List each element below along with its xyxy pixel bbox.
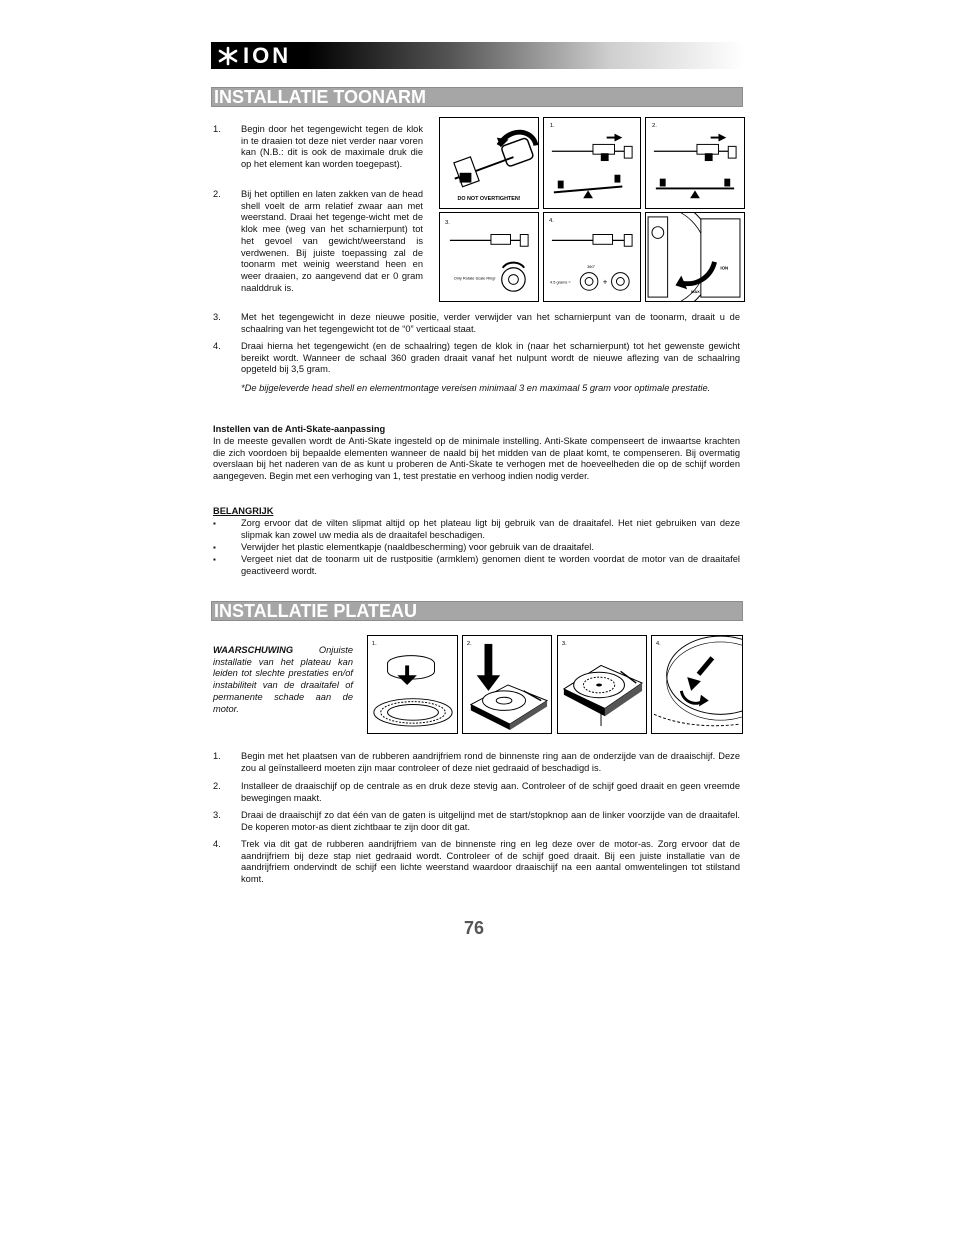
step-number: 4.: [213, 839, 221, 849]
bullet-marker: ▪: [213, 519, 216, 528]
step-text: Bij het optillen en laten zakken van de head shell voelt de arm relatief zwaar aan met weerstand. Draai het tegenge-wicht met de klok mee (weg van het scharnierpunt) tot het gevoel van gewicht/weerstand is verdwenen. Bij juiste toepassing zal de toonarm met weinig weerstand heen en weer draaien, zo aangevend dat er 0 gram naalddruk is.: [241, 189, 423, 293]
figure-label: 2.: [651, 122, 657, 129]
figure-brand: ION: [720, 265, 729, 271]
figure-plateau-2: [462, 635, 552, 734]
figure-step-1: [543, 117, 641, 209]
warning-text: Onjuiste installatie van het plateau kan leiden tot slechte prestaties en/of instabiliteit van de draaitafel of permanente schade aan de motor.: [213, 645, 353, 714]
brand-header-bar: [211, 42, 744, 69]
important-heading: BELANGRIJK: [213, 506, 274, 516]
step-text: Met het tegengewicht in deze nieuwe positie, verder verwijder van het scharnierpunt van de toonarm, draait u de schaalring van het tegengewicht tot de “0” verticaal staat.: [241, 312, 740, 334]
brand-logo: [217, 44, 291, 67]
figure-caption: Only Rotate Scale Ring!: [453, 275, 496, 281]
section-title-bar: [211, 601, 743, 621]
step-number: 2.: [213, 781, 221, 791]
step-text: Draai hierna het tegengewicht (en de schaalring) tegen de klok in (naar het scharnierpunt) tot het gewenste gewicht bereikt wordt. Wanneer de schaal 360 graden draait vanaf het nulpunt wordt de nieuwe aflezing van de schaalring opgeteld bij 3,5 gram.: [241, 341, 740, 375]
figure-max: MAX: [691, 289, 700, 295]
figure-plateau-4: [651, 635, 743, 734]
figure-step-3: [439, 212, 539, 302]
step-number: 4.: [213, 341, 221, 351]
subheading: Instellen van de Anti-Skate-aanpassing: [213, 424, 386, 434]
figure-caption: 360°: [587, 263, 596, 269]
step-number: 1.: [213, 751, 221, 761]
step-number: 3.: [213, 312, 221, 322]
figure-caption: 4.5 grams =: [549, 279, 571, 285]
bullet-text: Verwijder het plastic elementkapje (naaldbescherming) voor gebruik van de draaitafel.: [241, 542, 594, 552]
step-text: Begin door het tegengewicht tegen de klok in te draaien tot deze niet verder naar voren kan (N.B.: dit is ook de maximale druk die op het element kan worden toegepast).: [241, 124, 423, 170]
step-text: Draai de draaischijf zo dat één van de gaten is uitgelijnd met de start/stopknop aan de linker voorzijde van de draaitafel. De koperen motor-as dient zichtbaar te zijn door dit gat.: [241, 810, 740, 832]
figure-step-2: [645, 117, 745, 209]
step-number: 1.: [213, 124, 221, 134]
warning-label: WAARSCHUWING: [213, 645, 294, 655]
section-title-bar: [211, 87, 743, 107]
page-number: 76: [464, 918, 485, 938]
figure-label: 4.: [655, 640, 661, 647]
section-title: INSTALLATIE PLATEAU: [214, 601, 417, 621]
figure-step-4: [543, 212, 641, 302]
figure-antiskate-dial: [645, 212, 745, 302]
warning-block: [213, 645, 353, 715]
step-text: Trek via dit gat de rubberen aandrijfriem van de binnenste ring en leg deze over de motor-as. Zorg ervoor dat de aandrijfriem bij deze stap niet gedraaid wordt. Controleer of de schijf goed draait. Bij een juiste installatie van de aandrijfriem ondervindt de schijf een lichte weerstand waardoor draaischijf na een aantal omwentelingen tot stilstand komt.: [241, 839, 740, 885]
note-text: *De bijgeleverde head shell en elementmontage vereisen minimaal 3 en maximaal 5 gram voor optimale prestatie.: [241, 383, 711, 393]
step-text: Installeer de draaischijf op de centrale as en druk deze stevig aan. Controleer of de schijf goed draait en geen vreemde bewegingen maakt.: [241, 781, 740, 803]
step-text: Begin met het plaatsen van de rubberen aandrijfriem rond de binnenste ring aan de onderzijde van de draaischijf. Deze zou al geïnstalleerd moeten zijn maar controleer of deze niet gedraaid of beschadigd is.: [241, 751, 740, 773]
figure-plateau-1: [367, 635, 458, 734]
figure-tonearm-counterweight: [439, 117, 539, 209]
bullet-text: Vergeet niet dat de toonarm uit de rustpositie (armklem) genomen dient te worden voordat de motor van de draaitafel geactiveerd wordt.: [241, 554, 740, 576]
paragraph: In de meeste gevallen wordt de Anti-Skate ingesteld op de minimale instelling. Anti-Skate compenseert de inwaartse krachten die zich voordoen bij bepaalde elementen wanneer de naald bij het midden van de plaat komt, te compenseren. Bij overmatig overslaan bij het naderen van de as kunt u proberen de Anti-Skate te verhogen met de hoeveelheden die op de schijf worden aangegeven. Begin met een verhoging van 1, test prestatie en verhoog indien nodig verder.: [213, 436, 740, 482]
figure-label: 3.: [561, 640, 567, 647]
bullet-marker: ▪: [213, 543, 216, 552]
figure-label: 3.: [445, 219, 450, 226]
bullet-marker: ▪: [213, 555, 216, 564]
figure-plus: +: [602, 277, 608, 287]
brand-name: ION: [243, 43, 292, 68]
figure-plateau-3: [557, 635, 647, 734]
figure-label: 1.: [549, 122, 555, 129]
figure-caption: DO NOT OVERTIGHTEN!: [457, 196, 521, 203]
figure-label: 1.: [371, 640, 377, 647]
section-title: INSTALLATIE TOONARM: [214, 87, 426, 107]
step-number: 2.: [213, 189, 221, 199]
step-number: 3.: [213, 810, 221, 820]
sparkle-icon: [217, 46, 239, 66]
figure-label: 2.: [466, 640, 472, 647]
bullet-text: Zorg ervoor dat de vilten slipmat altijd op het plateau ligt bij gebruik van de draaitafel. Het niet gebruiken van deze slipmak kan zowel uw media als de draaitafel beschadigen.: [241, 518, 740, 540]
figure-label: 4.: [548, 217, 554, 224]
